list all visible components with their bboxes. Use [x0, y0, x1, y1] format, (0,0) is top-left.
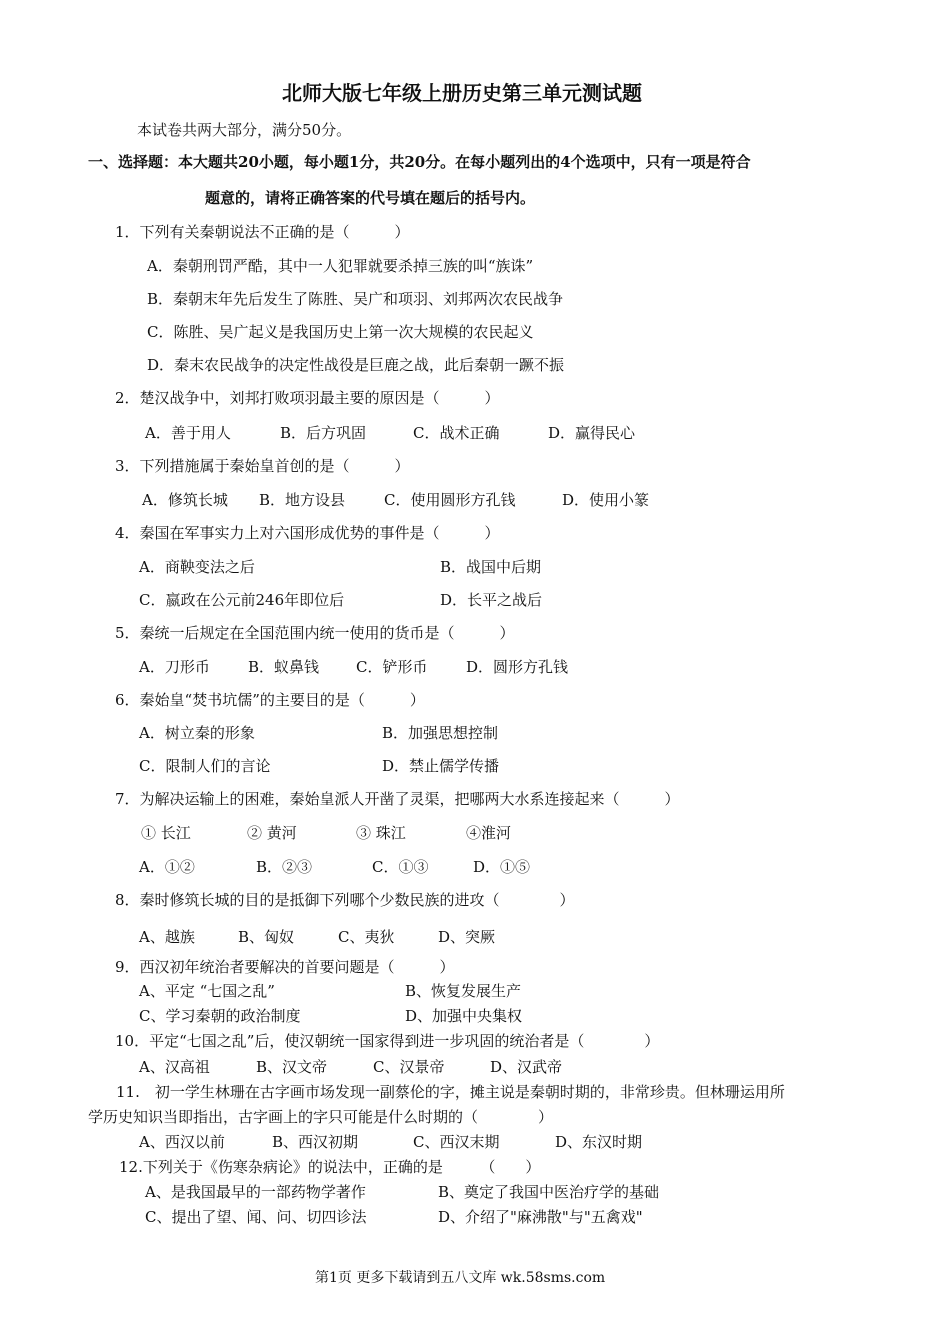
question-1-option-c: C．陈胜、吴广起义是我国历史上第一次大规模的农民起义 — [147, 323, 534, 341]
question-4-stem: 4．秦国在军事实力上对六国形成优势的事件是（ ） — [115, 524, 500, 542]
question-11-option-b: B、西汉初期 — [272, 1133, 359, 1151]
question-8-stem: 8．秦时修筑长城的目的是抵御下列哪个少数民族的进攻（ ） — [115, 891, 575, 909]
question-11-stem-line2: 学历史知识当即指出，古字画上的字只可能是什么时期的（ ） — [88, 1108, 554, 1126]
question-7-option-d: D．①⑤ — [473, 858, 531, 876]
question-9-option-c: C、学习秦朝的政治制度 — [139, 1007, 301, 1025]
question-8-option-a: A、越族 — [139, 928, 195, 946]
question-10-stem: 10．平定“七国之乱”后，使汉朝统一国家得到进一步巩固的统治者是（ ） — [115, 1032, 660, 1050]
question-1-option-a: A．秦朝刑罚严酷，其中一人犯罪就要杀掉三族的叫“族诛” — [147, 257, 534, 275]
question-5-option-d: D．圆形方孔钱 — [466, 658, 569, 676]
question-2-option-a: A．善于用人 — [145, 424, 231, 442]
question-9-stem: 9．西汉初年统治者要解决的首要问题是（ ） — [115, 958, 455, 976]
section-heading-line2: 题意的，请将正确答案的代号填在题后的括号内。 — [205, 189, 536, 207]
question-1-option-d: D．秦末农民战争的决定性战役是巨鹿之战，此后秦朝一蹶不振 — [147, 356, 565, 374]
question-7-stem: 7．为解决运输上的困难，秦始皇派人开凿了灵渠，把哪两大水系连接起来（ ） — [115, 790, 680, 808]
question-10-option-c: C、汉景帝 — [373, 1058, 445, 1076]
question-7-option-b: B．②③ — [256, 858, 313, 876]
question-4-option-a: A．商鞅变法之后 — [139, 558, 255, 576]
question-12-option-b: B、奠定了我国中医治疗学的基础 — [438, 1183, 660, 1201]
question-3-option-d: D．使用小篆 — [562, 491, 650, 509]
question-12-stem: 12.下列关于《伤寒杂病论》的说法中，正确的是 （ ） — [119, 1158, 541, 1176]
question-2-option-d: D．赢得民心 — [548, 424, 636, 442]
question-5-option-b: B．蚁鼻钱 — [248, 658, 320, 676]
section-heading-line1: 一、选择题：本大题共20小题，每小题1分，共20分。在每小题列出的4个选项中，只有一项是符合 — [88, 153, 751, 171]
question-12-option-a: A、是我国最早的一部药物学著作 — [145, 1183, 366, 1201]
page-title: 北师大版七年级上册历史第三单元测试题 — [282, 81, 642, 105]
question-6-option-d: D．禁止儒学传播 — [382, 757, 500, 775]
question-10-option-a: A、汉高祖 — [139, 1058, 210, 1076]
question-10-option-b: B、汉文帝 — [256, 1058, 328, 1076]
question-3-option-c: C．使用圆形方孔钱 — [384, 491, 516, 509]
question-7-item-1: ① 长江 — [141, 824, 191, 842]
question-4-option-c: C．嬴政在公元前246年即位后 — [139, 591, 345, 609]
question-8-option-b: B、匈奴 — [238, 928, 295, 946]
question-6-option-a: A．树立秦的形象 — [139, 724, 255, 742]
question-3-option-b: B．地方设县 — [259, 491, 346, 509]
question-2-option-b: B．后方巩固 — [280, 424, 367, 442]
question-12-option-d: D、介绍了"麻沸散"与"五禽戏" — [438, 1208, 643, 1226]
question-7-option-c: C．①③ — [372, 858, 429, 876]
question-3-option-a: A．修筑长城 — [142, 491, 228, 509]
question-11-option-a: A、西汉以前 — [139, 1133, 225, 1151]
question-7-item-4: ④淮河 — [466, 824, 512, 842]
question-8-option-c: C、夷狄 — [338, 928, 395, 946]
question-1-stem: 1．下列有关秦朝说法不正确的是（ ） — [115, 223, 410, 241]
question-2-option-c: C．战术正确 — [413, 424, 500, 442]
question-12-option-c: C、提出了望、闻、问、切四诊法 — [145, 1208, 367, 1226]
question-5-option-c: C．铲形币 — [356, 658, 428, 676]
question-9-option-a: A、平定 “七国之乱” — [139, 982, 275, 1000]
question-6-stem: 6．秦始皇“焚书坑儒”的主要目的是（ ） — [115, 691, 425, 709]
question-8-option-d: D、突厥 — [438, 928, 496, 946]
question-9-option-b: B、恢复发展生产 — [405, 982, 522, 1000]
page-footer: 第1页 更多下载请到五八文库 wk.58sms.com — [315, 1270, 606, 1286]
question-11-option-d: D、东汉时期 — [555, 1133, 643, 1151]
question-3-stem: 3．下列措施属于秦始皇首创的是（ ） — [115, 457, 410, 475]
question-7-item-3: ③ 珠江 — [356, 824, 406, 842]
question-1-option-b: B．秦朝末年先后发生了陈胜、吴广和项羽、刘邦两次农民战争 — [147, 290, 564, 308]
question-4-option-d: D．长平之战后 — [440, 591, 543, 609]
question-6-option-b: B．加强思想控制 — [382, 724, 499, 742]
question-4-option-b: B．战国中后期 — [440, 558, 542, 576]
question-5-option-a: A．刀形币 — [139, 658, 210, 676]
question-10-option-d: D、汉武帝 — [490, 1058, 563, 1076]
question-11-option-c: C、西汉末期 — [413, 1133, 500, 1151]
question-7-item-2: ② 黄河 — [247, 824, 297, 842]
question-7-option-a: A．①② — [139, 858, 195, 876]
question-5-stem: 5．秦统一后规定在全国范围内统一使用的货币是（ ） — [115, 624, 515, 642]
question-2-stem: 2．楚汉战争中，刘邦打败项羽最主要的原因是（ ） — [115, 389, 500, 407]
intro-text: 本试卷共两大部分，满分50分。 — [137, 121, 352, 139]
question-11-stem-line1: 11. 初一学生林珊在古字画市场发现一副蔡伦的字，摊主说是秦朝时期的，非常珍贵。但林珊运用所 — [116, 1083, 785, 1101]
question-6-option-c: C．限制人们的言论 — [139, 757, 271, 775]
question-9-option-d: D、加强中央集权 — [405, 1007, 523, 1025]
